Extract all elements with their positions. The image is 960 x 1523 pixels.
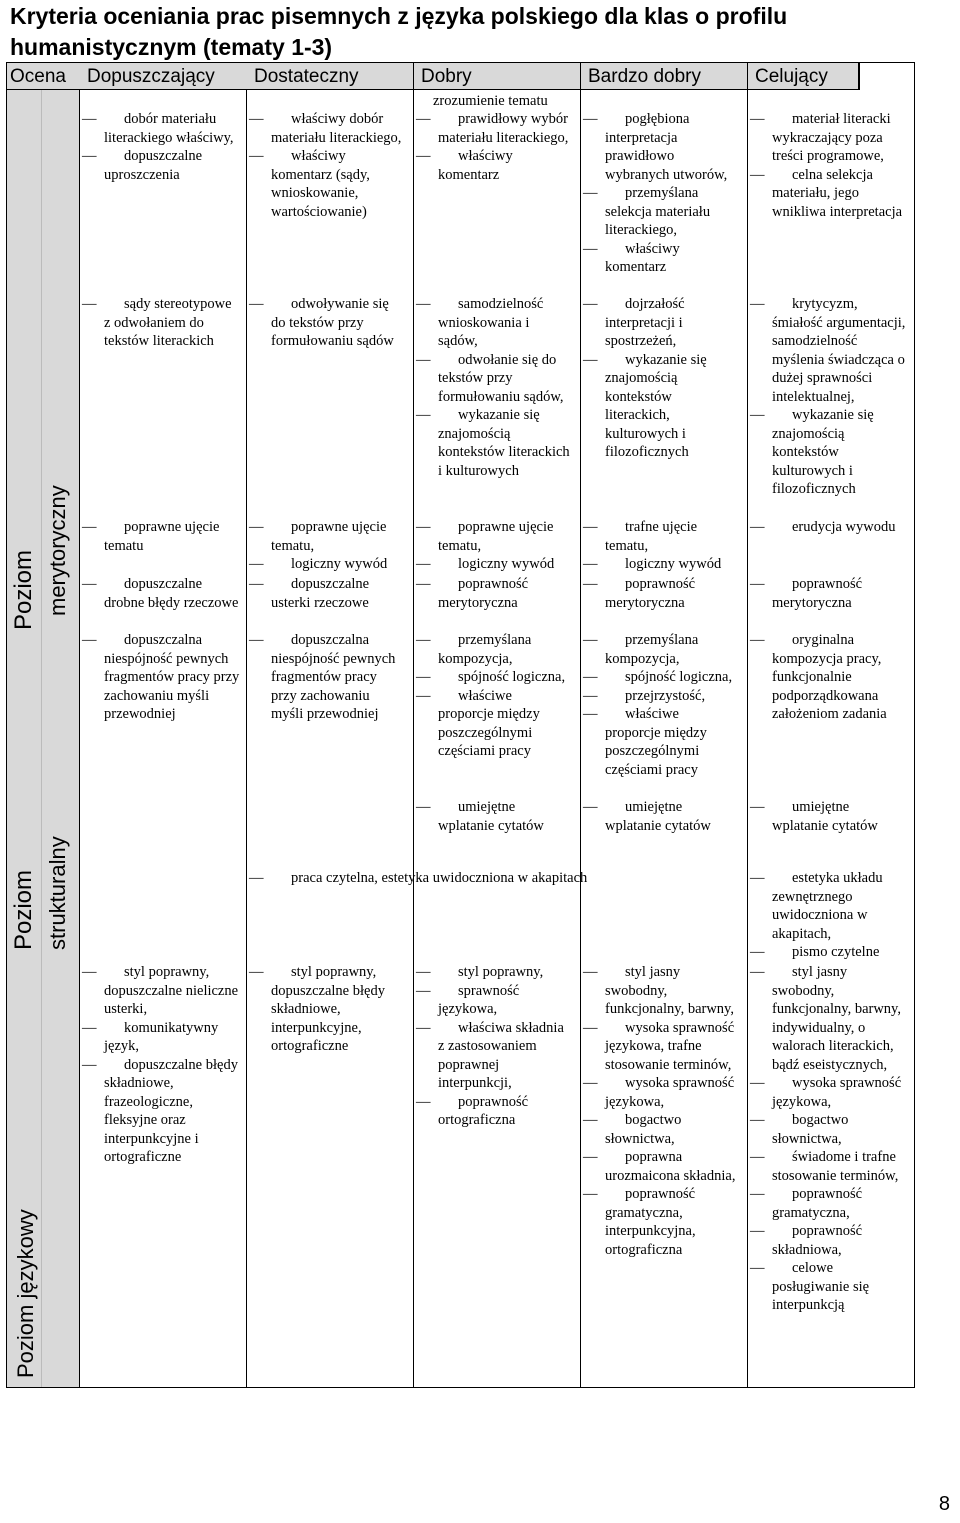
list-item <box>420 963 570 982</box>
criterion-text: ― umiejętne wplatanie cytatów <box>438 799 544 834</box>
criterion-text: ― dopuszczalne usterki rzeczowe <box>271 576 370 611</box>
list-item <box>86 1056 241 1167</box>
criterion-text: ― świadome i trafne stosowanie terminów, <box>772 1149 899 1184</box>
cell-r1-celujacy <box>754 110 909 221</box>
cell-r3-dopuszczajacy <box>86 518 241 555</box>
criterion-text: ― oryginalna kompozycja pracy, funkcjonalnie podporządkowana założeniom zadania <box>772 632 887 722</box>
list-item <box>587 295 737 351</box>
criterion-text: ― dopuszczalne drobne błędy rzeczowe <box>104 576 239 611</box>
criterion-text: ― przemyślana selekcja materiału literackiego, <box>605 185 711 238</box>
list-item <box>587 668 737 687</box>
criterion-text: ― poprawna urozmaicona składnia, <box>605 1149 736 1184</box>
cell-r5-bardzo-dobry <box>587 631 737 779</box>
list-item <box>86 110 241 147</box>
criterion-text: ― właściwa składnia z zastosowaniem poprawnej interpunkcji, <box>438 1019 564 1091</box>
cell-r4-dopuszczajacy <box>86 575 241 612</box>
list-item <box>420 575 570 612</box>
criterion-text: ― sądy stereotypowe z odwołaniem do tekstów literackich <box>104 296 232 349</box>
criterion-text: ― wysoka sprawność językowa, <box>605 1075 735 1110</box>
criterion-text: ― dopuszczalne błędy składniowe, frazeologiczne, fleksyjne oraz interpunkcyjne i ortograficzne <box>104 1056 238 1165</box>
cell-r8-celujacy <box>754 963 909 1315</box>
cell-r5-dostateczny <box>253 631 403 724</box>
criterion-text: ― umiejętne wplatanie cytatów <box>772 799 878 834</box>
criterion-text: ― materiał literacki wykraczający poza treści programowe, <box>772 111 891 164</box>
list-item <box>420 668 570 687</box>
level-strukturalny-word1: Poziom <box>10 869 37 950</box>
level-merytoryczny-word1: Poziom <box>10 549 37 630</box>
criterion-text: ― właściwe proporcje między poszczególnymi częściami pracy <box>438 687 540 759</box>
list-item <box>420 555 570 574</box>
list-item <box>420 295 570 351</box>
criterion-text: ― bogactwo słownictwa, <box>605 1112 682 1147</box>
criterion-text: ― styl poprawny, dopuszczalne błędy składniowe, interpunkcyjne, ortograficzne <box>271 964 385 1054</box>
criterion-text: ― samodzielność wnioskowania i sądów, <box>438 296 544 349</box>
list-item <box>754 943 909 962</box>
criterion-text: ― przejrzystość, <box>625 687 706 704</box>
list-item <box>587 963 737 1019</box>
criterion-text: ― komunikatywny język, <box>104 1019 219 1054</box>
cell-r2-dostateczny <box>253 295 403 351</box>
criterion-text: ― właściwy dobór materiału literackiego, <box>271 111 402 146</box>
criterion-text: ― dojrzałość interpretacji i spostrzeżeń, <box>605 296 685 349</box>
cell-r6-bardzo-dobry <box>587 798 737 835</box>
list-item <box>587 518 737 555</box>
list-item <box>253 631 403 724</box>
criterion-text: ― wykazanie się znajomością kontekstów literackich i kulturowych <box>438 407 570 479</box>
criterion-text: ― poprawność merytoryczna <box>605 576 696 611</box>
criterion-text: ― dopuszczalna niespójność pewnych fragmentów pracy przy zachowaniu myśli przewodniej <box>104 632 240 722</box>
list-item <box>754 869 909 943</box>
list-item <box>420 110 570 147</box>
criterion-text: ― trafne ujęcie tematu, <box>605 519 698 554</box>
cell-r1-bardzo-dobry <box>587 110 737 277</box>
list-item <box>587 351 737 462</box>
header-bardzo-dobry: Bardzo dobry <box>588 66 702 87</box>
list-item <box>754 1259 909 1315</box>
criterion-text: ― styl poprawny, <box>458 964 544 980</box>
grade-header-row <box>6 62 859 90</box>
list-item <box>754 1148 909 1185</box>
list-item <box>754 110 909 166</box>
criterion-text: ― spójność logiczna, <box>625 669 733 685</box>
cell-r8-dopuszczajacy <box>86 963 241 1167</box>
list-item <box>253 518 403 555</box>
cell-r8-dostateczny <box>253 963 403 1056</box>
cell-r2-dobry <box>420 295 570 480</box>
criterion-text: ― sprawność językowa, <box>438 982 520 1017</box>
criterion-text: ― prawidłowy wybór materiału literackiego, <box>438 111 569 146</box>
list-item <box>420 798 570 835</box>
list-item <box>253 295 403 351</box>
criterion-text: ― spójność logiczna, <box>458 669 566 685</box>
criterion-text: ― dobór materiału literackiego właściwy, <box>104 111 234 146</box>
list-item <box>420 406 570 480</box>
list-item <box>253 555 403 574</box>
criterion-text: ― poprawność ortograficzna <box>438 1093 529 1128</box>
list-item <box>86 295 241 351</box>
list-item <box>253 575 403 612</box>
criterion-text: ― poprawność składniowa, <box>772 1223 863 1258</box>
list-item <box>587 1019 737 1075</box>
criterion-text: ― właściwy komentarz <box>438 148 513 183</box>
list-item <box>754 406 909 499</box>
cell-r3-bardzo-dobry <box>587 518 737 574</box>
list-item <box>754 1074 909 1111</box>
criterion-text: ― dopuszczalne uproszczenia <box>104 148 203 183</box>
criterion-text: ― dopuszczalna niespójność pewnych fragmentów pracy przy zachowaniu myśli przewodniej <box>271 632 396 722</box>
list-item <box>253 963 403 1056</box>
criterion-text: ― właściwy komentarz <box>605 240 680 275</box>
list-item <box>754 798 909 835</box>
criterion-text: ― pismo czytelne <box>792 944 880 960</box>
cell-r4-dostateczny <box>253 575 403 612</box>
level-jezykowy: Poziom językowy <box>13 1209 38 1378</box>
cell-r7-span <box>253 869 743 888</box>
criterion-text: ― bogactwo słownictwa, <box>772 1112 849 1147</box>
list-item <box>86 575 241 612</box>
criterion-text: ― odwołanie się do tekstów przy formułowaniu sądów, <box>438 351 564 405</box>
cell-r6-celujacy <box>754 798 909 835</box>
list-item <box>587 240 737 277</box>
cell-r5-dobry <box>420 631 570 761</box>
list-item <box>587 110 737 184</box>
list-item <box>86 963 241 1019</box>
criterion-text: ― wysoka sprawność językowa, <box>772 1075 902 1110</box>
list-item <box>754 166 909 222</box>
list-item <box>420 351 570 407</box>
criterion-text: ― wykazanie się znajomością kontekstów literackich, kulturowych i filozoficznych <box>605 351 707 460</box>
criterion-text: ― odwoływanie się do tekstów przy formułowaniu sądów <box>271 296 394 349</box>
cell-r1-dostateczny <box>253 110 403 221</box>
list-item <box>420 518 570 555</box>
list-item <box>587 631 737 668</box>
criterion-text: ― logiczny wywód <box>458 556 555 572</box>
criterion-text: ― właściwy komentarz (sądy, wnioskowanie, wartościowanie) <box>271 148 370 220</box>
list-item <box>754 1222 909 1259</box>
criterion-text: ― pogłębiona interpretacja prawidłowo wybranych utworów, <box>605 111 728 183</box>
list-item <box>587 705 737 779</box>
criterion-text: ― poprawne ujęcie tematu <box>104 519 220 554</box>
list-item <box>587 555 737 574</box>
list-item <box>587 575 737 612</box>
criterion-text: ― styl jasny swobodny, funkcjonalny, barwny, <box>605 964 734 1017</box>
cell-r6-dobry <box>420 798 570 835</box>
header-celujacy: Celujący <box>755 66 828 87</box>
list-item <box>253 110 403 147</box>
criterion-text: ― styl poprawny, dopuszczalne nieliczne usterki, <box>104 964 239 1017</box>
list-item <box>86 518 241 555</box>
cell-r3-dobry <box>420 518 570 574</box>
criterion-text: ― celna selekcja materiału, jego wnikliwa interpretacja <box>772 166 903 220</box>
cell-r4-bardzo-dobry <box>587 575 737 612</box>
cell-r2-dopuszczajacy <box>86 295 241 351</box>
list-item <box>420 982 570 1019</box>
cell-r2-celujacy <box>754 295 909 499</box>
criterion-text: ― poprawność merytoryczna <box>772 576 863 611</box>
list-item <box>420 147 570 184</box>
criterion-text: ― logiczny wywód <box>291 556 388 572</box>
criterion-text: ― przemyślana kompozycja, <box>605 632 699 667</box>
criterion-text: ― estetyka układu zewnętrznego uwidoczniona w akapitach, <box>772 870 883 942</box>
cell-r3-celujacy <box>754 518 909 537</box>
list-item <box>420 631 570 668</box>
cell-r7-celujacy <box>754 869 909 962</box>
list-item <box>754 1111 909 1148</box>
list-item <box>587 798 737 835</box>
list-item <box>754 963 909 1074</box>
list-item <box>253 147 403 221</box>
level-strukturalny-word2: strukturalny <box>45 836 70 950</box>
cell-r1-dobry <box>420 110 570 184</box>
criterion-text: ― celowe posługiwanie się interpunkcją <box>772 1260 870 1313</box>
level-merytoryczny-word2: merytoryczny <box>45 485 70 616</box>
page-title: Kryteria oceniania prac pisemnych z języka polskiego dla klas o profilu humanistycznym (tematy 1-3) <box>10 3 788 60</box>
list-item <box>754 631 909 724</box>
cell-r5-celujacy <box>754 631 909 724</box>
list-item <box>587 1148 737 1185</box>
criterion-text: ― wysoka sprawność językowa, trafne stosowanie terminów, <box>605 1019 735 1073</box>
header-dobry: Dobry <box>421 66 472 87</box>
criterion-text: ― poprawność gramatyczna, <box>772 1186 863 1221</box>
header-ocena: Ocena <box>10 66 66 87</box>
list-item <box>587 1074 737 1111</box>
cell-r8-bardzo-dobry <box>587 963 737 1259</box>
cell-r8-dobry <box>420 963 570 1130</box>
cell-r4-celujacy <box>754 575 909 612</box>
cell-r2-bardzo-dobry <box>587 295 737 462</box>
list-item <box>587 184 737 240</box>
cell-r3-dostateczny <box>253 518 403 574</box>
cell-r1-dopuszczajacy <box>86 110 241 184</box>
cell-r5-dopuszczajacy <box>86 631 241 724</box>
page-number: 8 <box>938 1493 950 1515</box>
top-note: zrozumienie tematu <box>433 93 548 109</box>
list-item <box>420 1019 570 1093</box>
criterion-text: ― poprawność merytoryczna <box>438 576 529 611</box>
list-item <box>86 147 241 184</box>
list-item <box>86 1019 241 1056</box>
list-item <box>754 295 909 406</box>
criterion-text: ― poprawność gramatyczna, interpunkcyjna, ortograficzna <box>605 1186 696 1258</box>
criterion-text: ― styl jasny swobodny, funkcjonalny, barwny, indywidualny, o walorach literackich, bądź eseistycznych, <box>772 964 901 1073</box>
criterion-text: ― praca czytelna, estetyka uwidoczniona w akapitach <box>291 870 588 886</box>
list-item <box>420 687 570 761</box>
list-item <box>754 518 909 537</box>
list-item <box>754 1185 909 1222</box>
criterion-text: ― logiczny wywód <box>625 556 722 572</box>
criterion-text: ― wykazanie się znajomością kontekstów kulturowych i filozoficznych <box>772 407 874 497</box>
criterion-text: ― poprawne ujęcie tematu, <box>271 519 387 554</box>
criterion-text: ― właściwe proporcje między poszczególnymi częściami pracy <box>605 706 707 778</box>
list-item <box>754 575 909 612</box>
criterion-text: ― przemyślana kompozycja, <box>438 632 532 667</box>
list-item <box>587 1185 737 1259</box>
list-item <box>86 631 241 724</box>
criterion-text: ― krytycyzm, śmiałość argumentacji, samodzielność myślenia świadcząca o dużej sprawności intelektualnej, <box>772 296 906 405</box>
list-item <box>253 869 743 888</box>
list-item <box>587 1111 737 1148</box>
cell-r4-dobry <box>420 575 570 612</box>
criterion-text: ― erudycja wywodu <box>792 519 896 535</box>
header-dostateczny: Dostateczny <box>254 66 359 87</box>
criterion-text: ― umiejętne wplatanie cytatów <box>605 799 711 834</box>
header-dopuszczajacy: Dopuszczający <box>87 66 215 87</box>
list-item <box>587 687 737 706</box>
level-column <box>6 90 79 1387</box>
list-item <box>420 1093 570 1130</box>
criterion-text: ― poprawne ujęcie tematu, <box>438 519 554 554</box>
